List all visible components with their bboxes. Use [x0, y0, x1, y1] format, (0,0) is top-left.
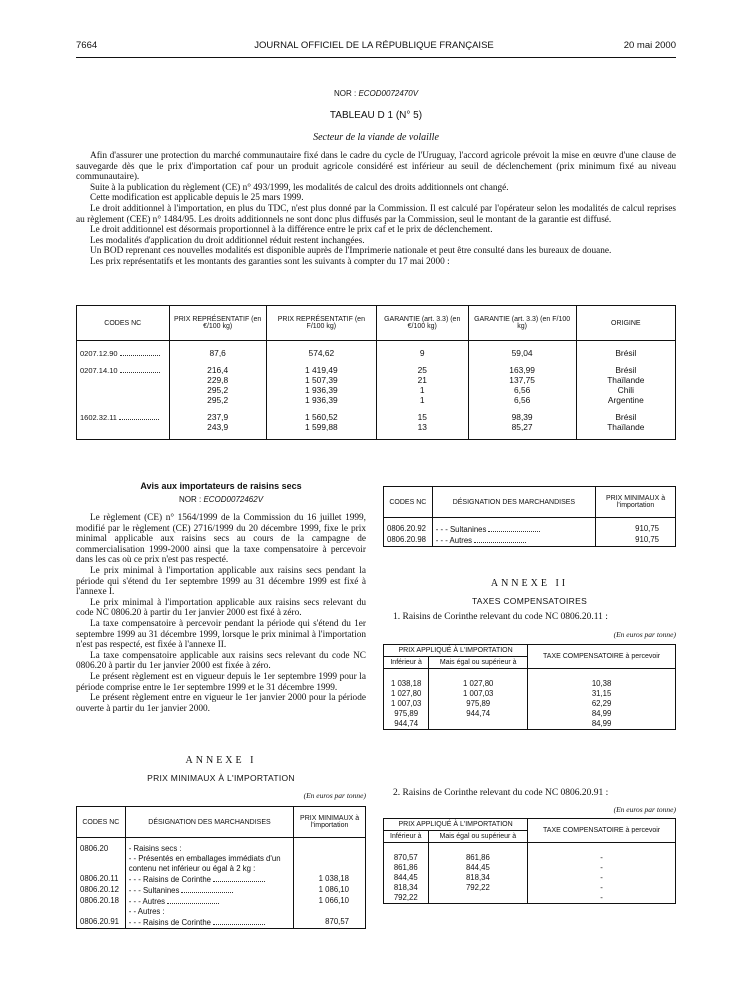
table-cell: 861,86 [384, 863, 429, 873]
nc-code-cell [77, 375, 170, 385]
spacer-row [77, 432, 676, 440]
avis-paragraph: Le règlement (CE) n° 1564/1999 de la Commission du 16 juillet 1999, modifié par le règlement (CE) 2716/1999 du 20 décembre 1999, fixe le prix minimal applicable aux raisins secs au cours de la campagne de commercialisation 1999-2000 ainsi que la taxe compensatoire à percevoir dans les cas où ce prix n'est pas respecté. [76, 513, 366, 566]
designation: - - - Raisins de Corinthe [128, 875, 212, 884]
head-inferieur: Inférieur à [384, 657, 429, 669]
table-cell: Thaïlande [576, 375, 675, 385]
intro-paragraph: Les modalités d'application du droit additionnel réduit restent inchangées. [90, 235, 365, 246]
spacer-row [384, 843, 676, 854]
table-cell: Brésil [576, 348, 675, 358]
nor-label: NOR : [333, 89, 357, 98]
table-row [77, 874, 366, 885]
nc-code: 0207.12.90 [80, 349, 118, 358]
table-row [77, 854, 366, 874]
table-cell: 1 [376, 395, 468, 405]
designation: - - - Autres [128, 897, 166, 906]
intro-paragraph: Suite à la publication du règlement (CE) n° 493/1999, les modalités de calcul des droits additionnels ont changé. [90, 182, 509, 193]
table-row [384, 524, 676, 535]
annexe2-item2: 2. Raisins de Corinthe relevant du code NC 0806.20.91 : [393, 788, 609, 798]
avis-nor [76, 495, 366, 504]
table-cell: - [528, 863, 676, 873]
main-table-header: PRIX REPRÉSENTATIF (en F/100 kg) [266, 306, 376, 341]
column-header: DÉSIGNATION DES MARCHANDISES [125, 807, 294, 838]
table-cell: 1 560,52 [266, 412, 376, 422]
nc-code-cell [77, 385, 170, 395]
table-row [77, 385, 676, 395]
main-table-header: ORIGINE [576, 306, 675, 341]
table-row [77, 907, 366, 917]
table-cell: 1 936,39 [266, 385, 376, 395]
nc-code: 0806.20.98 [384, 535, 433, 547]
column-header: DÉSIGNATION DES MARCHANDISES [432, 487, 595, 518]
nor-line [76, 89, 676, 98]
table-cell: - [528, 893, 676, 904]
intro-paragraph: Le droit additionnel à l'importation, en plus du TDC, n'est plus donné par la Commission. Il est calculé par l'opérateur selon les modalités de calcul reprises au règlement (CEE) n° 1484/95. Les droits additionnels ne sont donc plus diffusés par la Commission, seul le montant de la garantie est diffusé. [76, 203, 676, 225]
taxe-table-2 [383, 818, 676, 904]
nc-code-cell [77, 348, 170, 358]
table-row [384, 873, 676, 883]
column-header: CODES NC [384, 487, 433, 518]
table-row [384, 853, 676, 863]
table-cell: Thaïlande [576, 422, 675, 432]
tableau-title: TABLEAU D 1 (N° 5) [329, 110, 423, 121]
main-table-header: CODES NC [77, 306, 170, 341]
table-cell: 163,99 [468, 365, 576, 375]
table-cell: 59,04 [468, 348, 576, 358]
table-cell: 870,57 [384, 853, 429, 863]
table-row [77, 348, 676, 358]
avis-nor-code: ECOD0072462V [203, 495, 264, 504]
intro-paragraph: Cette modification est applicable depuis le 25 mars 1999. [90, 193, 304, 204]
table-cell: 6,56 [468, 385, 576, 395]
designation-cell [125, 854, 294, 874]
table-cell: 25 [376, 365, 468, 375]
table-cell: 87,6 [169, 348, 266, 358]
designation-cell [432, 524, 595, 535]
avis-nor-label: NOR : [178, 495, 202, 504]
table-cell: 295,2 [169, 385, 266, 395]
annexe2-subtitle: TAXES COMPENSATOIRES [471, 596, 588, 606]
designation: - - - Sultanines [128, 886, 180, 895]
table-cell: 137,75 [468, 375, 576, 385]
table-row [77, 917, 366, 929]
table-cell: 62,29 [528, 699, 676, 709]
table-row [384, 679, 676, 689]
intro-paragraph: Les prix représentatifs et les montants des garanties sont les suivants à compter du 17 mai 2000 : [90, 256, 450, 267]
right-minimaux-table [383, 486, 676, 547]
table-cell: 1 007,03 [429, 689, 528, 699]
table-cell: 844,45 [428, 863, 528, 873]
table-row [77, 375, 676, 385]
annexe1-unit: (En euros par tonne) [303, 791, 366, 800]
table-cell: Brésil [576, 412, 675, 422]
head-prix-applique: PRIX APPLIQUÉ À L'IMPORTATION [384, 819, 528, 831]
avis-paragraph: Le prix minimal à l'importation applicable aux raisins secs relevant du code NC 0806.20 à partir du 1er janvier 2000 est fixé à zéro. [76, 597, 366, 619]
dot-leader [119, 412, 159, 420]
dot-leader [213, 917, 265, 925]
table-cell: - [528, 853, 676, 863]
table-cell: 1 [376, 385, 468, 395]
table-cell: 1 007,03 [384, 699, 429, 709]
table-cell: 9 [376, 348, 468, 358]
designation-cell [125, 917, 294, 929]
nc-code: 0806.20.12 [77, 885, 126, 896]
annexe1-subtitle: PRIX MINIMAUX À L'IMPORTATION [147, 773, 295, 783]
avis-paragraph: Le présent règlement est en vigueur depuis le 1er septembre 1999 pour la période comprise entre le 1er septembre 1999 et le 31 décembre 1999. [76, 671, 366, 693]
main-table-header: PRIX REPRÉSENTATIF (en €/100 kg) [169, 306, 266, 341]
dot-leader [120, 365, 160, 373]
nor-code: ECOD0072470V [358, 89, 419, 98]
table-cell: 243,9 [169, 422, 266, 432]
table-cell: 792,22 [384, 893, 429, 904]
nc-code-cell [77, 412, 170, 422]
price: 1 066,10 [294, 896, 366, 907]
table-cell: 1 027,80 [384, 689, 429, 699]
nc-code [77, 907, 126, 917]
avis-paragraph: Le présent règlement entre en vigueur le 1er janvier 2000 pour la période ouverte à partir du 1er janvier 2000. [76, 693, 366, 714]
head-taxe: TAXE COMPENSATOIRE à percevoir [528, 645, 676, 669]
price [294, 907, 366, 917]
head-inferieur: Inférieur à [384, 831, 429, 843]
table-cell [429, 719, 528, 730]
journal-title: JOURNAL OFFICIEL DE LA RÉPUBLIQUE FRANÇAISE [254, 40, 494, 51]
table-cell: 792,22 [428, 883, 528, 893]
intro-text [76, 151, 676, 268]
table-cell: 818,34 [428, 873, 528, 883]
taxe-table-1 [383, 644, 676, 730]
issue-date: 20 mai 2000 [623, 40, 676, 51]
spacer-row [77, 341, 676, 349]
head-mais-egal: Mais égal ou supérieur à [428, 831, 528, 843]
price [294, 854, 366, 874]
table-row [77, 412, 676, 422]
nc-code: 0806.20.11 [77, 874, 126, 885]
table-cell: Chili [576, 385, 675, 395]
dot-leader [474, 535, 526, 543]
table-cell: 944,74 [384, 719, 429, 730]
table-cell: 229,8 [169, 375, 266, 385]
annexe1-title: ANNEXE I [185, 755, 257, 766]
spacer-row [77, 405, 676, 412]
avis-title: Avis aux importateurs de raisins secs [140, 481, 302, 491]
nc-code-cell [77, 422, 170, 432]
designation-cell [125, 844, 294, 854]
table-cell: 84,99 [528, 719, 676, 730]
table-cell: 295,2 [169, 395, 266, 405]
table-row [384, 535, 676, 547]
table-cell: 574,62 [266, 348, 376, 358]
dot-leader [167, 896, 219, 904]
table-cell: 944,74 [429, 709, 528, 719]
table-row [384, 689, 676, 699]
table-cell: 31,15 [528, 689, 676, 699]
main-table-header: GARANTIE (art. 3.3) (en F/100 kg) [468, 306, 576, 341]
table-cell: 1 027,80 [429, 679, 528, 689]
table-row [384, 883, 676, 893]
table-cell: 85,27 [468, 422, 576, 432]
table-cell: 84,99 [528, 709, 676, 719]
intro-paragraph: Afin d'assurer une protection du marché communautaire fixé dans le cadre du cycle de l'Uruguay, l'accord agricole prévoit la mise en œuvre d'une clause de sauvegarde dès que le prix d'importation caf pour un produit agricole considéré est inférieur au seuil de déclenchement (prix minimum fixé au niveau communautaire). [76, 151, 676, 183]
price: 910,75 [596, 524, 676, 535]
table-cell: 1 038,18 [384, 679, 429, 689]
avis-paragraph: La taxe compensatoire applicable aux raisins secs relevant du code NC 0806.20 à partir du 1er janvier 2000 est fixée à zéro. [76, 650, 366, 672]
designation: - Raisins secs : [128, 844, 182, 853]
table-cell: - [528, 873, 676, 883]
head-mais-egal: Mais égal ou supérieur à [429, 657, 528, 669]
price [294, 844, 366, 854]
annexe2-unit1: (En euros par tonne) [613, 630, 676, 639]
nc-code: 0207.14.10 [80, 366, 118, 375]
designation-cell [125, 885, 294, 896]
dot-leader [488, 524, 540, 532]
table-cell: 1 936,39 [266, 395, 376, 405]
table-cell: 1 599,88 [266, 422, 376, 432]
table-row [77, 422, 676, 432]
head-taxe: TAXE COMPENSATOIRE à percevoir [528, 819, 676, 843]
designation: - - Autres : [128, 907, 165, 916]
table-cell [428, 893, 528, 904]
spacer-row [77, 358, 676, 365]
avis-paragraph: Le prix minimal à l'importation applicable aux raisins secs pendant la période qui s'étend du 1er septembre 1999 au 31 décembre 1999 est fixé à l'annexe I. [76, 565, 366, 598]
designation: - - - Sultanines [435, 525, 487, 534]
table-cell: 13 [376, 422, 468, 432]
table-row [77, 885, 366, 896]
table-cell: 818,34 [384, 883, 429, 893]
table-cell: 6,56 [468, 395, 576, 405]
table-cell: 975,89 [384, 709, 429, 719]
main-table-header: GARANTIE (art. 3.3) (en €/100 kg) [376, 306, 468, 341]
dot-leader [181, 885, 233, 893]
table-row [77, 395, 676, 405]
designation-cell [125, 874, 294, 885]
nc-code: 0806.20.91 [77, 917, 126, 929]
designation-cell [125, 896, 294, 907]
column-header: CODES NC [77, 807, 126, 838]
table-row [384, 699, 676, 709]
table-row [384, 709, 676, 719]
price: 1 086,10 [294, 885, 366, 896]
annexe2-title: ANNEXE II [490, 578, 569, 589]
table-cell: 10,38 [528, 679, 676, 689]
spacer-row [384, 669, 676, 680]
secteur-title: Secteur de la viande de volaille [313, 132, 439, 143]
nc-code: 0806.20 [77, 844, 126, 854]
designation: - - - Autres [435, 536, 473, 545]
annexe2-unit2: (En euros par tonne) [613, 805, 676, 814]
price: 870,57 [294, 917, 366, 929]
column-header: PRIX MINIMAUX à l'importation [294, 807, 366, 838]
table-cell: 237,9 [169, 412, 266, 422]
nc-code: 0806.20.92 [384, 524, 433, 535]
price: 910,75 [596, 535, 676, 547]
table-cell: 844,45 [384, 873, 429, 883]
intro-paragraph: Un BOD reprenant ces nouvelles modalités est disponible auprès de l'Imprimerie nationale et peut être consulté dans les bureaux de douane. [90, 246, 612, 257]
table-row [384, 719, 676, 730]
table-cell: 1 419,49 [266, 365, 376, 375]
table-cell: 975,89 [429, 699, 528, 709]
nc-code: 0806.20.18 [77, 896, 126, 907]
annexe2-item1: 1. Raisins de Corinthe relevant du code NC 0806.20.11 : [393, 612, 608, 622]
head-prix-applique: PRIX APPLIQUÉ À L'IMPORTATION [384, 645, 528, 657]
table-row [77, 896, 366, 907]
designation-cell [432, 535, 595, 547]
dot-leader [213, 874, 265, 882]
header-rule [76, 57, 676, 58]
table-row [384, 893, 676, 904]
avis-paragraph: La taxe compensatoire à percevoir pendant la période qui s'étend du 1er septembre 1999 au 31 décembre 1999, lorsque le prix minimal à l'importation n'est pas respecté, est fixée à l'annexe II. [76, 618, 366, 651]
table-cell: 98,39 [468, 412, 576, 422]
table-row [77, 365, 676, 375]
price: 1 038,18 [294, 874, 366, 885]
table-cell: 21 [376, 375, 468, 385]
table-cell: 861,86 [428, 853, 528, 863]
nc-code: 1602.32.11 [80, 413, 117, 422]
designation-cell [125, 907, 294, 917]
page-number: 7664 [76, 40, 98, 51]
table-cell: 216,4 [169, 365, 266, 375]
dot-leader [120, 348, 160, 356]
table-row [384, 863, 676, 873]
table-cell: 15 [376, 412, 468, 422]
avis-text [76, 513, 366, 714]
table-cell: Argentine [576, 395, 675, 405]
nc-code-cell [77, 395, 170, 405]
prix-representatifs-table [76, 305, 676, 440]
designation: - - Présentés en emballages immédiats d'un contenu net inférieur ou égal à 2 kg : [128, 854, 281, 873]
annexe1-table [76, 806, 366, 929]
nc-code [77, 854, 126, 874]
table-cell: 1 507,39 [266, 375, 376, 385]
table-cell: Brésil [576, 365, 675, 375]
table-row [77, 844, 366, 854]
intro-paragraph: Le droit additionnel est désormais proportionnel à la différence entre le prix caf et le prix de déclenchement. [90, 225, 493, 236]
table-cell: - [528, 883, 676, 893]
nc-code-cell [77, 365, 170, 375]
designation: - - - Raisins de Corinthe [128, 918, 212, 927]
column-header: PRIX MINIMAUX à l'importation [596, 487, 676, 518]
